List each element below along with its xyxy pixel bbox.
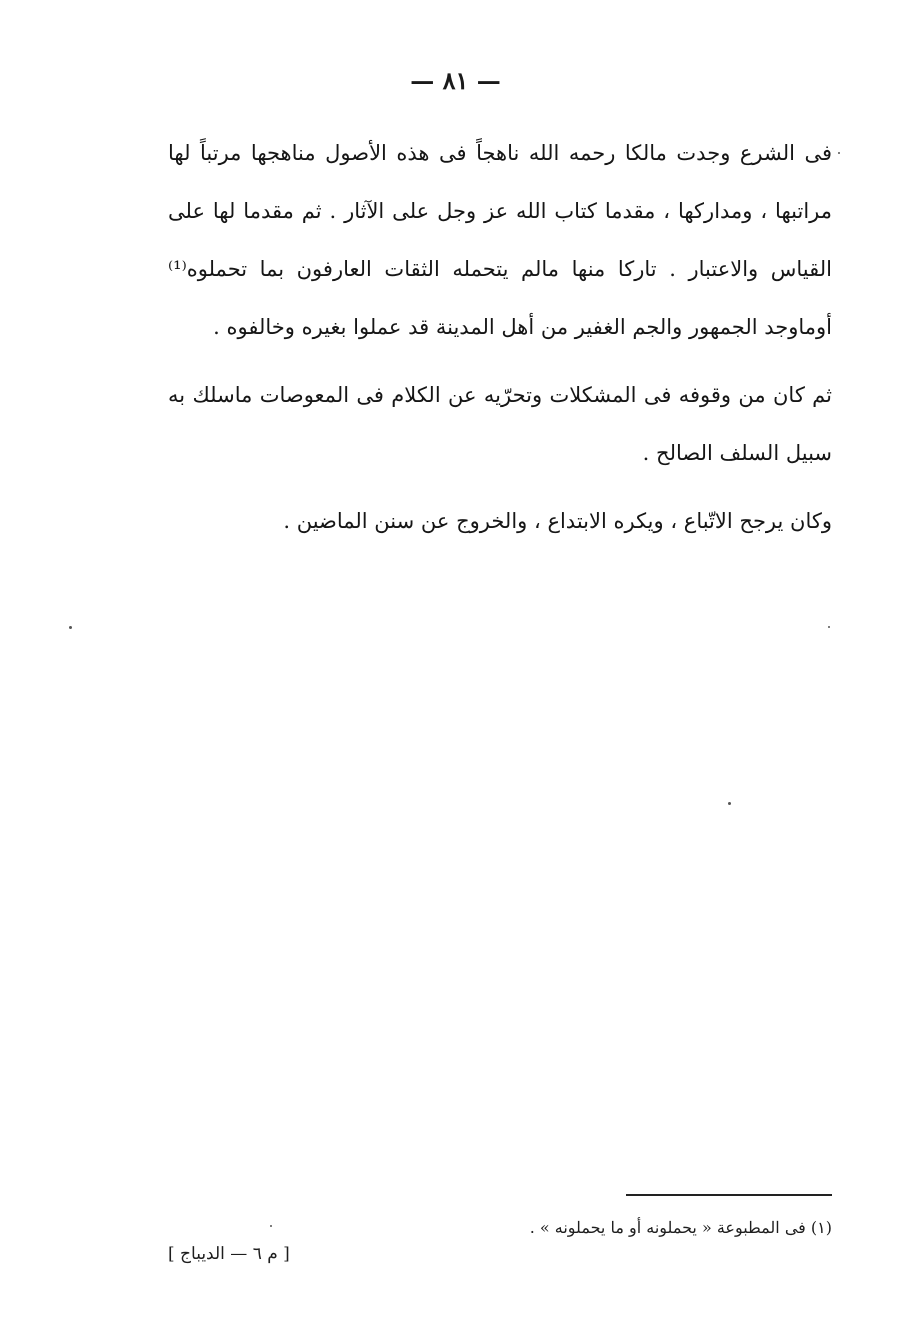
- footnote-separator: [626, 1194, 832, 1196]
- paragraph-3: وكان يرجح الاتّباع ، ويكره الابتداع ، والخروج عن سنن الماضين .: [283, 509, 832, 533]
- footnote: (١) فى المطبوعة « يحملونه أو ما يحملونه » .: [529, 1218, 832, 1237]
- scan-speck: [828, 626, 830, 628]
- paragraph-2: ثم كان من وقوفه فى المشكلات وتحرّيه عن الكلام فى المعوصات ماسلك به سبيل السلف الصالح .: [168, 383, 832, 465]
- scan-speck: [69, 626, 72, 629]
- paragraph-1: فى الشرع وجدت مالكا رحمه الله ناهجاً فى هذه الأصول مناهجها مرتباً لها مراتبها ، ومداركها ، مقدما كتاب الله عز وجل على الآثار . ثم مقدما لها على القياس والاعتبار . تاركا منها مالم يتحمله الثقات العارفون بما تحملوه⁽¹⁾ أوماوجد الجمهور والجم الغفير من أهل المدينة قد عملوا بغيره وخالفوه .: [168, 141, 832, 339]
- signature-mark: [ م ٦ — الديباج ]: [168, 1244, 290, 1264]
- page-number: — ٨١ —: [410, 66, 501, 95]
- scan-speck: [270, 1225, 272, 1227]
- scan-speck: [838, 152, 840, 154]
- scan-speck: [728, 802, 731, 805]
- body-text: [168, 124, 832, 550]
